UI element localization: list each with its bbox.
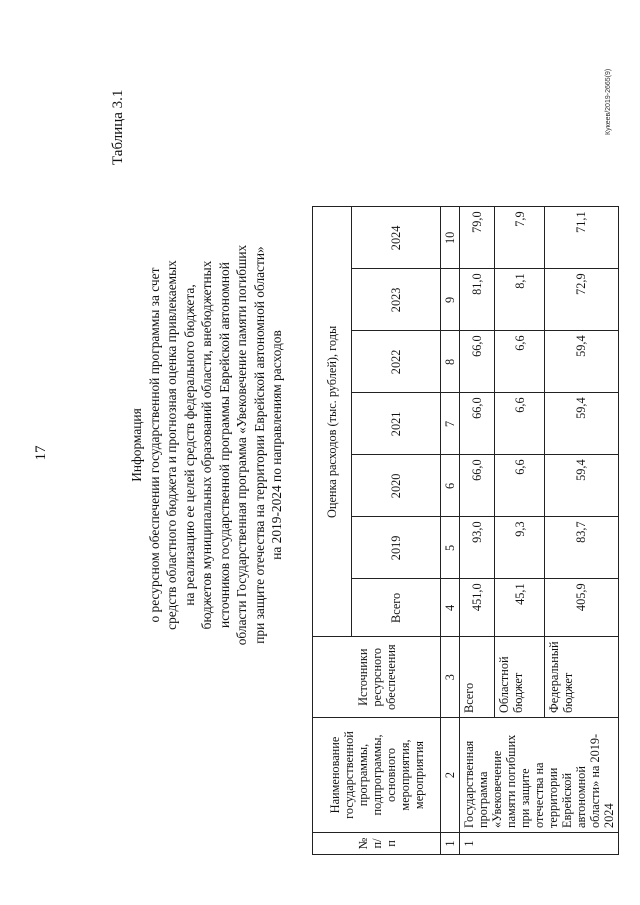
header-year: 2020 — [352, 455, 441, 517]
row-total: 405,9 — [544, 579, 618, 637]
row-number: 1 — [460, 833, 619, 855]
row-value: 6,6 — [495, 455, 545, 517]
row-value: 9,3 — [495, 517, 545, 579]
row-value: 83,7 — [544, 517, 618, 579]
row-value: 81,0 — [460, 269, 495, 331]
row-value: 59,4 — [544, 455, 618, 517]
table-label: Таблица 3.1 — [110, 89, 126, 165]
column-number: 7 — [441, 393, 460, 455]
row-value: 66,0 — [460, 393, 495, 455]
heading-line: на 2019-2024 по направлениям расходов — [269, 330, 284, 560]
column-number: 3 — [441, 637, 460, 718]
header-year: 2021 — [352, 393, 441, 455]
row-value: 6,6 — [495, 331, 545, 393]
header-total: Всего — [352, 579, 441, 637]
header-year: 2019 — [352, 517, 441, 579]
row-value: 66,0 — [460, 331, 495, 393]
heading-line: средств областного бюджета и прогнозная оценка привлекаемых — [164, 260, 179, 630]
header-num: № п/п — [313, 833, 441, 855]
heading-line: при защите отечества на территории Еврейской автономной области» — [251, 246, 267, 644]
row-source: Областной бюджет — [495, 637, 545, 718]
column-number: 4 — [441, 579, 460, 637]
document-stamp: Кукеев/2019-2665(9) — [605, 68, 612, 135]
column-number: 5 — [441, 517, 460, 579]
column-number: 9 — [441, 269, 460, 331]
column-number: 2 — [441, 718, 460, 833]
header-estimate: Оценка расходов (тыс. рублей), годы — [313, 207, 352, 637]
row-value: 59,4 — [544, 393, 618, 455]
row-source: Федеральный бюджет — [544, 637, 618, 718]
table-row — [460, 207, 495, 855]
row-value: 66,0 — [460, 455, 495, 517]
row-value: 7,9 — [495, 207, 545, 269]
header-name: Наименование государственной программы, подпрограммы, основного мероприятия, мероприятия — [313, 718, 441, 833]
header-source: Источники ресурсного обеспечения — [313, 637, 441, 718]
row-total: 451,0 — [460, 579, 495, 637]
row-value: 79,0 — [460, 207, 495, 269]
row-value: 93,0 — [460, 517, 495, 579]
row-value: 71,1 — [544, 207, 618, 269]
row-value: 8,1 — [495, 269, 545, 331]
heading-line: бюджетов муниципальных образований области, внебюджетных — [199, 260, 214, 630]
header-row — [313, 207, 352, 855]
heading-title: Информация — [129, 408, 144, 482]
row-value: 59,4 — [544, 331, 618, 393]
header-year: 2023 — [352, 269, 441, 331]
heading-line: о ресурсном обеспечении государственной программы за счет — [146, 267, 162, 623]
row-source: Всего — [460, 637, 495, 718]
heading-line: области Государственная программа «Увековечение памяти погибших — [234, 244, 249, 646]
header-year: 2024 — [352, 207, 441, 269]
column-number: 10 — [441, 207, 460, 269]
program-name: Государственная программа «Увековечение памяти погибших при защите отечества на территории Еврейской автономной области» на 2019-2024 — [460, 718, 619, 833]
row-value: 6,6 — [495, 393, 545, 455]
column-number: 1 — [441, 833, 460, 855]
row-value: 72,9 — [544, 269, 618, 331]
column-number-row — [441, 207, 460, 855]
page-number: 17 — [33, 445, 49, 461]
header-year: 2022 — [352, 331, 441, 393]
row-total: 45,1 — [495, 579, 545, 637]
document-heading — [128, 165, 286, 725]
heading-line: на реализацию ее целей средств федерального бюджета, — [181, 284, 197, 606]
column-number: 6 — [441, 455, 460, 517]
resource-table — [312, 206, 619, 855]
column-number: 8 — [441, 331, 460, 393]
heading-line: источников государственной программы Еврейской автономной — [216, 262, 232, 628]
